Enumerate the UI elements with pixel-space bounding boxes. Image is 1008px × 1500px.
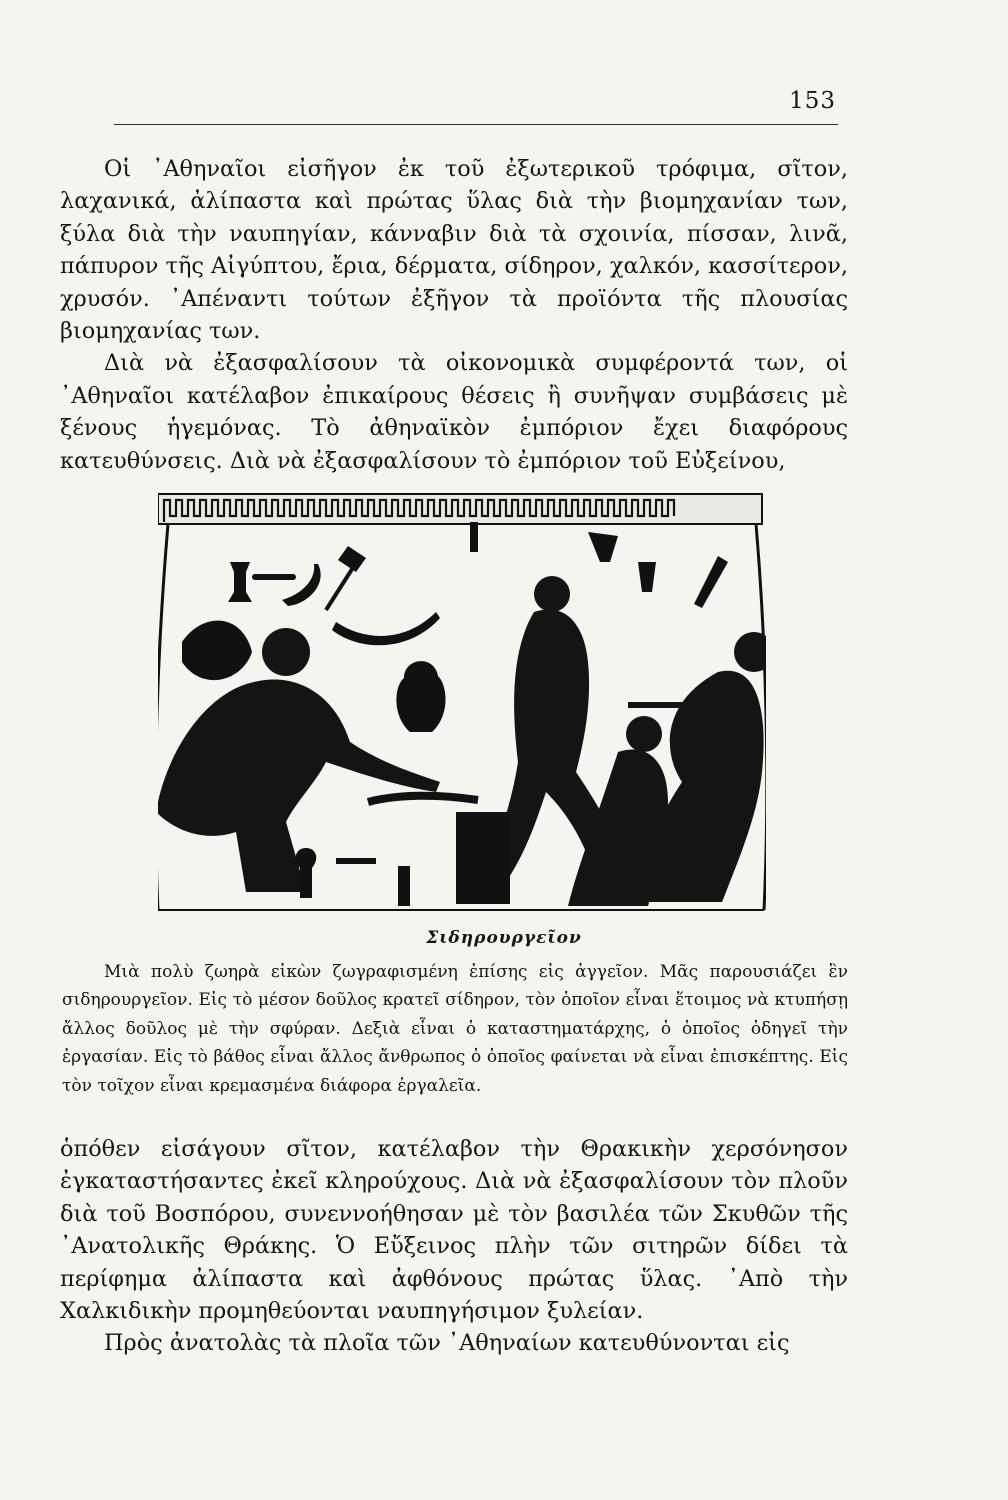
axe-handle-icon: [326, 566, 354, 610]
paragraph-imports: Οἱ ᾿Αθηναῖοι εἰσῆγον ἐκ τοῦ ἐξωτερικοῦ τρόφιμα, σῖτον, λαχανικά, ἀλίπαστα καὶ πρώτας ὕλας διὰ τὴν βιομηχανίαν των, ξύλα διὰ τὴν ναυπηγίαν, κάνναβιν διὰ τὰ σχοινία, πίσσαν, λινᾶ, πάπυρον τῆς Αἰγύπτου, ἔρια, δέρματα, σίδηρον, χαλκόν, κασσίτερον, χρυσόν. ᾿Απέναντι τούτων ἐξῆγον τὰ προϊόντα τῆς πλουσίας βιομηχανίας των.: [60, 156, 848, 345]
paragraph-trade-directions: Διὰ νὰ ἐξασφαλίσουν τὰ οἰκονομικὰ συμφέροντά των, οἱ ᾿Αθηναῖοι κατέλαβον ἐπικαίρους θέσεις ἢ συνῆψαν συμβάσεις μὲ ξένους ἡγεμόνας. Τὸ ἀθηναϊκὸν ἐμπόριον ἔχει διαφόρους κατευθύνσεις. Διὰ νὰ ἐξασφαλίσουν τὸ ἐμπόριον τοῦ Εὐξείνου,: [60, 350, 848, 474]
header-rule: [114, 124, 838, 125]
right-figures: [568, 632, 766, 906]
anvil-tool-icon: [638, 562, 656, 592]
bow-saw-icon: [332, 612, 440, 645]
dagger-icon: [694, 556, 728, 608]
vase-painting-figure: [158, 482, 766, 912]
chisel-icon: [470, 522, 478, 552]
page-number: 153: [789, 88, 836, 114]
figure-caption-text: Μιὰ πολὺ ζωηρὰ εἰκὼν ζωγραφισμένη ἐπίσης εἰς ἀγγεῖον. Μᾶς παρουσιάζει ἓν σιδηρουργεῖον. Εἰς τὸ μέσον δοῦλος κρατεῖ σίδηρον, τὸν ὁποῖον εἶναι ἕτοιμος νὰ κτυπήσῃ ἄλλος δοῦλος μὲ τὴν σφύραν. Δεξιὰ εἶναι ὁ καταστηματάρχης, ὁ ὁποῖος ὁδηγεῖ τὴν ἐργασίαν. Εἰς τὸ βάθος εἶναι ἄλλος ἄνθρωπος ὁ ὁποῖος φαίνεται νὰ εἶναι ἐπισκέπτης. Εἰς τὸν τοῖχον εἶναι κρεμασμένα διάφορα ἐργαλεῖα.: [62, 962, 848, 1096]
sickle-icon: [282, 564, 321, 606]
hammer-head-icon: [228, 562, 252, 602]
bottom-text-block: [60, 1133, 848, 1360]
jug-icon: [396, 661, 445, 732]
figure-caption: [62, 958, 848, 1100]
floor-tools: [296, 848, 410, 906]
hammer-right-icon: [588, 532, 618, 562]
floor-post-icon: [398, 866, 410, 906]
figure-title: Σιδηρουργεῖον: [426, 928, 582, 948]
bag-icon: [182, 621, 252, 680]
top-text-block: [60, 153, 848, 477]
key-pattern-border: [158, 494, 762, 524]
paragraph-east-direction: Πρὸς ἀνατολὰς τὰ πλοῖα τῶν ᾿Αθηναίων κατευθύνονται εἰς: [104, 1330, 790, 1357]
anvil-icon: [456, 812, 510, 904]
blacksmith-workshop-illustration: [158, 482, 766, 912]
hammer-handle-icon: [252, 574, 296, 580]
tongs-icon: [368, 796, 478, 802]
vase-left-edge: [158, 524, 168, 910]
floor-bar-icon: [336, 858, 376, 864]
paragraph-euxine-continuation: ὁπόθεν εἰσάγουν σῖτον, κατέλαβον τὴν Θρακικὴν χερσόνησον ἐγκαταστήσαντες ἐκεῖ κληρούχους. Διὰ νὰ ἐξασφαλίσουν τὸν πλοῦν διὰ τοῦ Βοσπόρου, συνεννοήθησαν μὲ τὸν βασιλέα τῶν Σκυθῶν τῆς ᾿Ανατολικῆς Θράκης. Ὁ Εὔξεινος πλὴν τῶν σιτηρῶν δίδει τὰ περίφημα ἀλίπαστα καὶ ἀφθόνους πρώτας ὕλας. ᾿Απὸ τὴν Χαλκιδικὴν προμηθεύονται ναυπηγήσιμον ξυλείαν.: [60, 1136, 848, 1325]
